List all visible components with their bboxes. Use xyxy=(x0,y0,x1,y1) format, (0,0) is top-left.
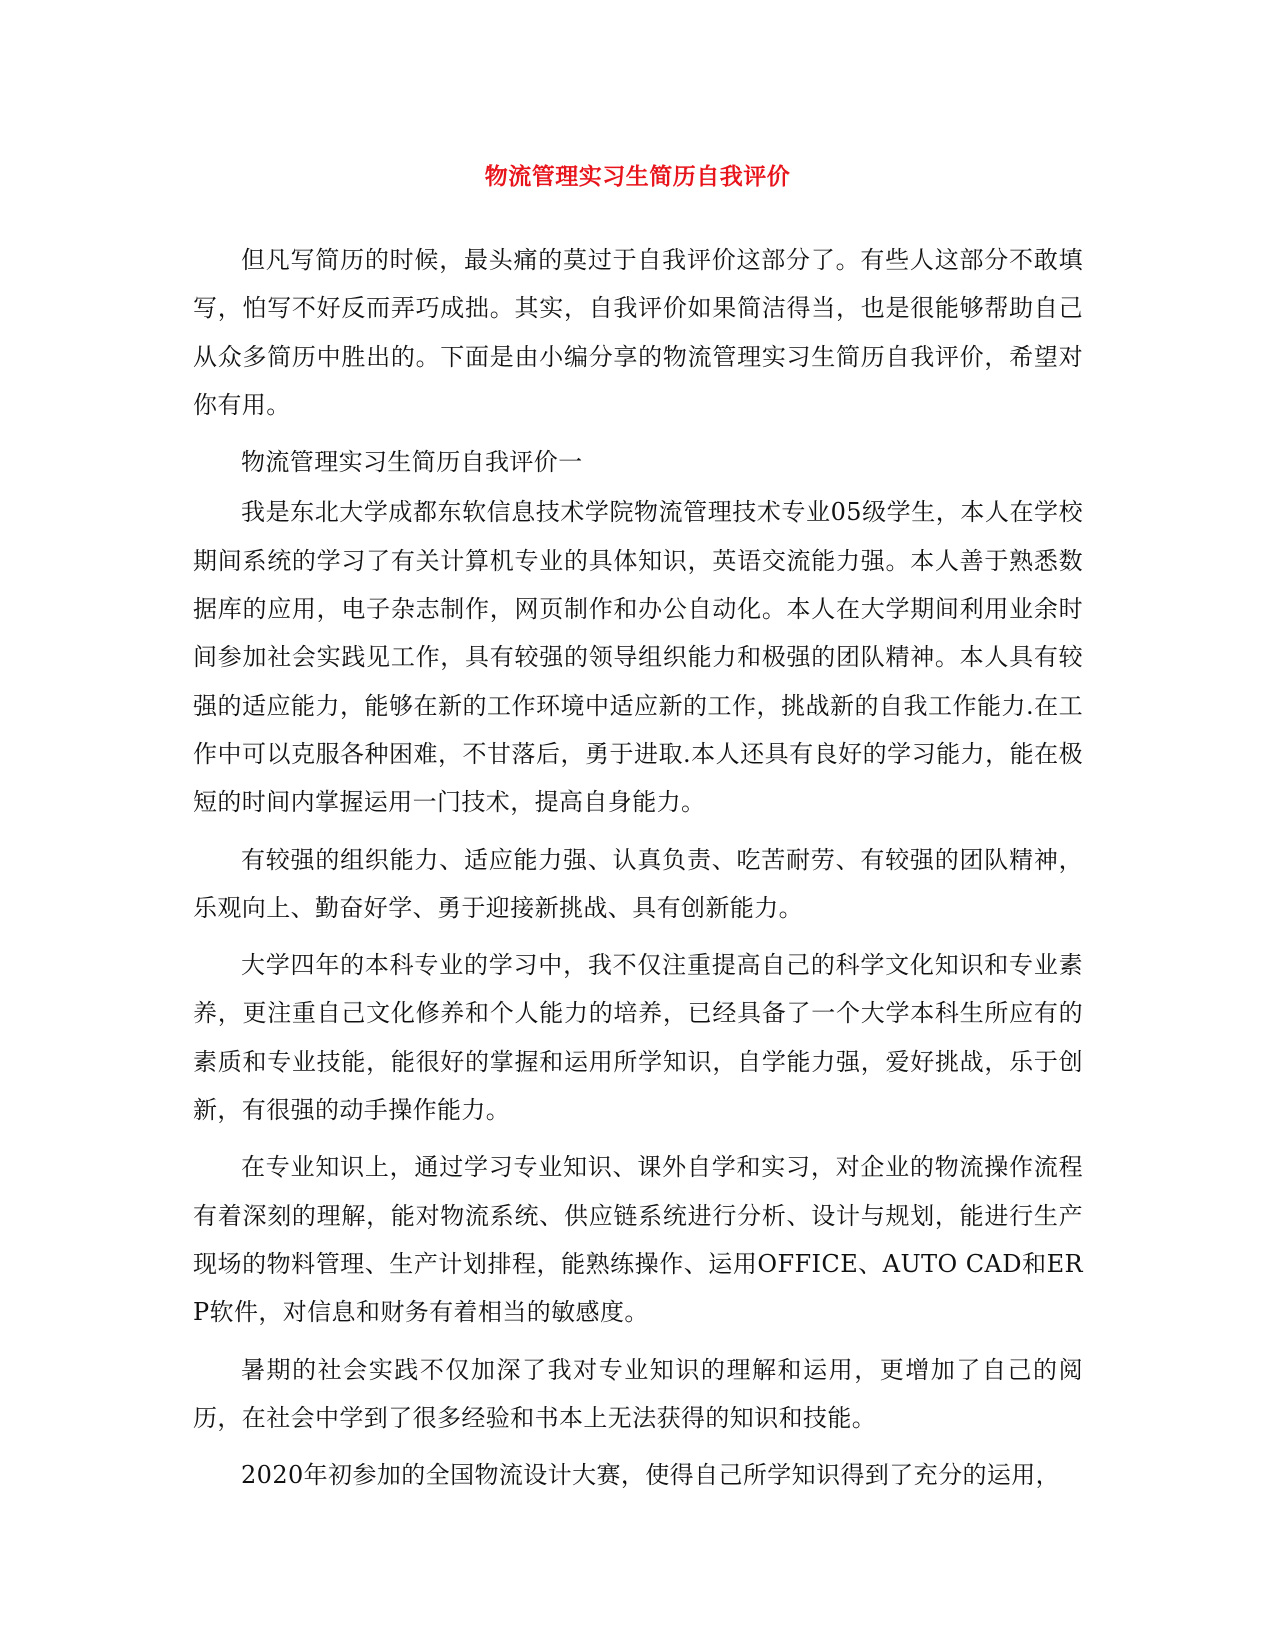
section-heading: 物流管理实习生简历自我评价一 xyxy=(241,448,583,477)
body-paragraph: 在专业知识上，通过学习专业知识、课外自学和实习，对企业的物流操作流程有着深刻的理解，能对物流系统、供应链系统进行分析、设计与规划，能进行生产现场的物料管理、生产计划排程，能熟练操作、运用OFFICE、AUTO CAD和ERP软件，对信息和财务有着相当的敏感度。 xyxy=(193,1153,1083,1327)
intro-paragraph: 但凡写简历的时候，最头痛的莫过于自我评价这部分了。有些人这部分不敢填写，怕写不好反而弄巧成拙。其实，自我评价如果简洁得当，也是很能够帮助自己从众多简历中胜出的。下面是由小编分享的物流管理实习生简历自我评价，希望对你有用。 xyxy=(193,246,1083,419)
body-paragraph: 有较强的组织能力、适应能力强、认真负责、吃苦耐劳、有较强的团队精神，乐观向上、勤奋好学、勇于迎接新挑战、具有创新能力。 xyxy=(193,845,1083,922)
body-paragraph: 我是东北大学成都东软信息技术学院物流管理技术专业05级学生，本人在学校期间系统的学习了有关计算机专业的具体知识，英语交流能力强。本人善于熟悉数据库的应用，电子杂志制作，网页制作和办公自动化。本人在大学期间利用业余时间参加社会实践见工作，具有较强的领导组织能力和极强的团队精神。本人具有较强的适应能力，能够在新的工作环境中适应新的工作，挑战新的自我工作能力.在工作中可以克服各种困难，不甘落后，勇于进取.本人还具有良好的学习能力，能在极短的时间内掌握运用一门技术，提高自身能力。 xyxy=(193,498,1083,817)
document-body xyxy=(193,236,1083,1508)
body-paragraph: 2020年初参加的全国物流设计大赛，使得自己所学知识得到了充分的运用， xyxy=(241,1461,1061,1490)
body-paragraph: 大学四年的本科专业的学习中，我不仅注重提高自己的科学文化知识和专业素养，更注重自己文化修养和个人能力的培养，已经具备了一个大学本科生所应有的素质和专业技能，能很好的掌握和运用所学知识，自学能力强，爱好挑战，乐于创新，有很强的动手操作能力。 xyxy=(193,951,1083,1125)
body-paragraph: 暑期的社会实践不仅加深了我对专业知识的理解和运用，更增加了自己的阅历，在社会中学到了很多经验和书本上无法获得的知识和技能。 xyxy=(193,1355,1083,1432)
document-title: 物流管理实习生简历自我评价 xyxy=(484,163,791,190)
